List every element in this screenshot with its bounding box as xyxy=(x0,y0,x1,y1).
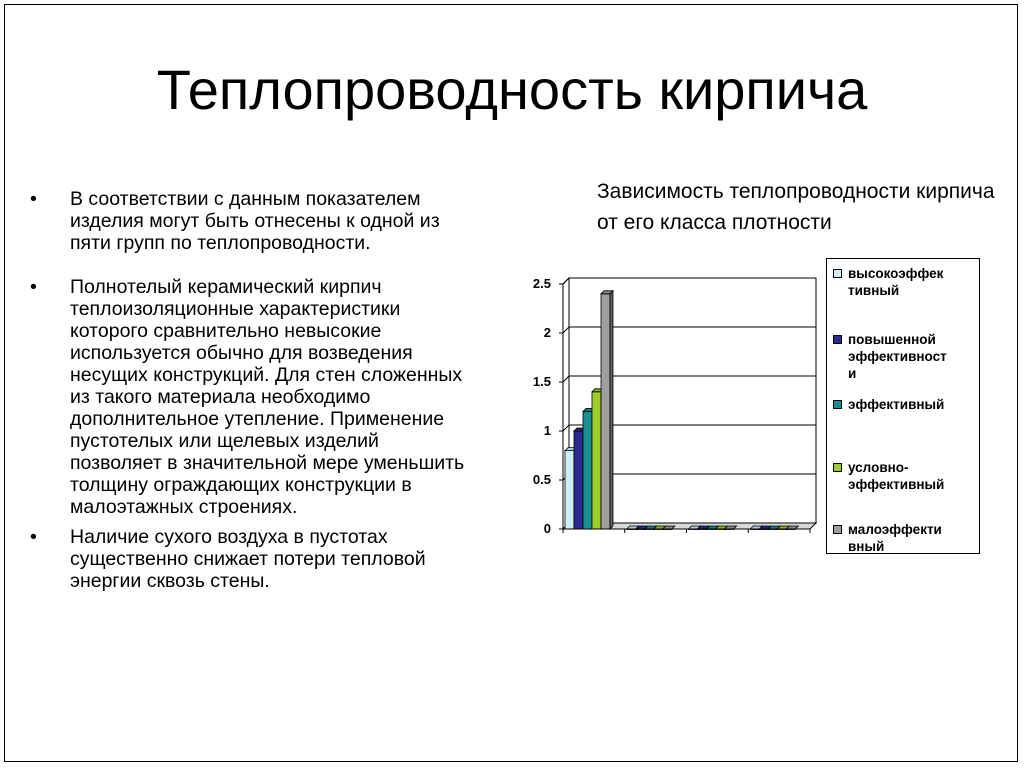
y-tick-label: 0 xyxy=(543,521,551,536)
bar-side xyxy=(610,291,613,529)
legend-label: эффективный xyxy=(848,397,945,412)
y-tick-label: 2 xyxy=(543,325,551,340)
legend-swatch xyxy=(833,400,842,409)
bar xyxy=(592,392,601,529)
slide-title: Теплопроводность кирпича xyxy=(156,58,868,121)
y-tick-label: 2.5 xyxy=(532,276,551,291)
bullet-text: Полнотелый керамический кирпич теплоизоляционные характеристики которого сравнительно невысокие используется обычно для возведения несущих конструкций. Для стен сложенных из такого материала необходимо дополнительное утепление. Применение пустотелых или щелевых изделий позволяет в значительной мере уменьшить толщину ограждающих конструкции в малоэтажных строениях. xyxy=(70,276,465,518)
bullet-symbol: • xyxy=(30,526,37,548)
bullet-text: Наличие сухого воздуха в пустотах существенно снижает потери тепловой энергии сквозь стены. xyxy=(70,526,426,592)
y-tick-label: 0.5 xyxy=(532,472,551,487)
legend-label: малоэффекти вный xyxy=(848,522,942,554)
legend-swatch xyxy=(833,335,842,344)
legend-label: высокоэффек тивный xyxy=(848,266,944,298)
bullet-list xyxy=(30,188,470,592)
bullet-item xyxy=(30,526,470,592)
y-tick-label: 1 xyxy=(543,423,551,438)
legend-swatch xyxy=(833,463,842,472)
bullet-symbol: • xyxy=(30,276,37,298)
bullet-symbol: • xyxy=(30,188,37,210)
legend-swatch xyxy=(833,525,842,534)
bar xyxy=(601,294,610,529)
bar xyxy=(565,451,574,529)
bullet-text: В соответствии с данным показателем изделия могут быть отнесены к одной из пяти групп по теплопроводности. xyxy=(70,188,440,254)
y-tick-label: 1.5 xyxy=(532,374,551,389)
bar-chart xyxy=(505,260,825,550)
chart-caption: Зависимость теплопроводности кирпича от его класса плотности xyxy=(597,180,995,234)
legend-swatch xyxy=(833,269,842,278)
chart-legend xyxy=(826,258,980,554)
bullet-item xyxy=(30,276,470,518)
legend-label: условно- эффективный xyxy=(848,460,945,492)
bullet-item xyxy=(30,188,470,254)
legend-label: повышенной эффективност и xyxy=(848,332,947,381)
bar xyxy=(574,431,583,529)
bar xyxy=(583,411,592,529)
